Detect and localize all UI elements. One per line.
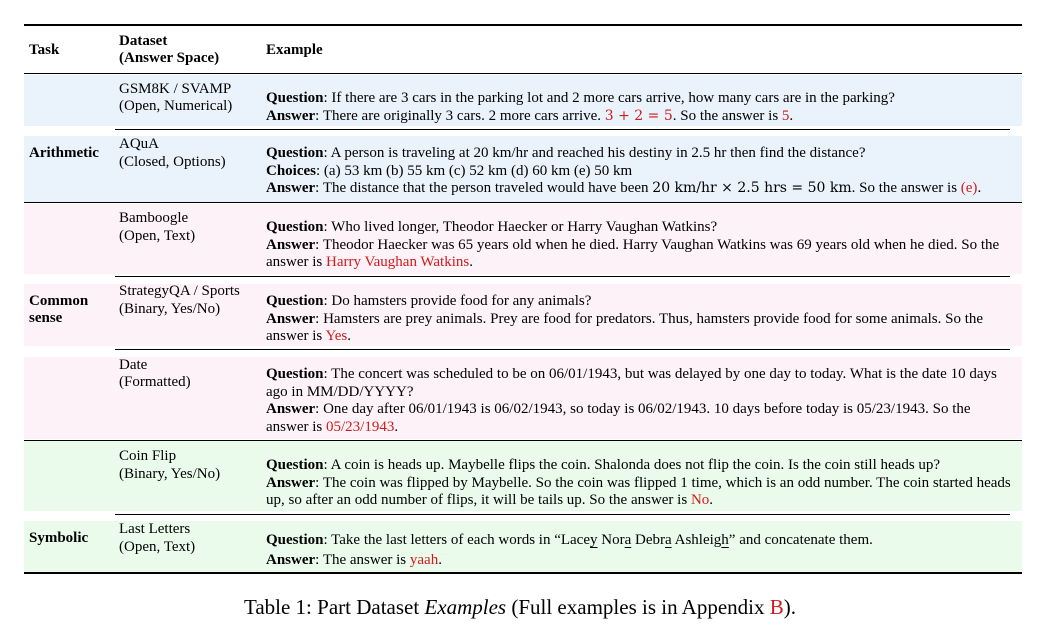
dataset-name: StrategyQA / Sports	[119, 283, 240, 299]
caption-prefix: Table 1: Part Dataset	[243, 595, 425, 619]
answer-space: (Closed, Options)	[119, 154, 226, 170]
answer-label: Answer	[266, 401, 316, 417]
answer-text: : There are originally 3 cars. 2 more cars arrive.	[315, 107, 605, 124]
answer-text: : Theodor Haecker was 65 years old when he died. Harry Vaughan Watkins was 69 years old when he died. So the	[315, 236, 1000, 253]
header-example: Example	[266, 42, 323, 58]
last-letter: h	[721, 532, 729, 548]
final-answer: (e)	[960, 180, 978, 196]
example-strategyqa	[266, 293, 1018, 346]
answer-label: Answer	[266, 180, 316, 196]
answer-space: (Binary, Yes/No)	[119, 466, 221, 482]
answer-label: Answer	[266, 107, 316, 124]
question-label: Question	[266, 293, 324, 309]
final-answer: yaah	[409, 552, 439, 568]
dataset-name: GSM8K / SVAMP	[119, 81, 232, 97]
question-label: Question	[266, 145, 324, 161]
answer-label: Answer	[266, 236, 316, 253]
last-letter: a	[624, 532, 632, 548]
arith-sub-rule	[115, 129, 1010, 130]
common-sub-rule-2	[115, 349, 1010, 350]
example-coinflip	[266, 457, 1018, 510]
question-text: ago in MM/DD/YYYY?	[266, 383, 414, 400]
dataset-name: Coin Flip	[119, 448, 177, 464]
answer-text: .	[789, 107, 794, 124]
question-text: : The concert was scheduled to be on 06/01/1943, but was delayed by one day to today. What is the date 10 days	[323, 366, 997, 382]
answer-text: . So the answer is	[672, 107, 782, 124]
dataset-name: Last Letters	[119, 521, 191, 537]
top-rule	[24, 24, 1022, 26]
choices-text: : (a) 53 km (b) 55 km (c) 52 km (d) 60 km (e) 50 km	[316, 162, 633, 179]
question-label: Question	[266, 532, 324, 548]
word-stem: Lace	[560, 532, 590, 548]
header-rule	[24, 73, 1022, 74]
word-stem: Debr	[635, 532, 665, 548]
answer-label: Answer	[266, 474, 316, 491]
appendix-link[interactable]: B	[769, 595, 784, 619]
answer-equation: 3 + 2 = 5	[604, 107, 673, 124]
example-bamboogle	[266, 219, 1018, 272]
answer-label: Answer	[266, 552, 316, 568]
question-label: Question	[266, 366, 324, 382]
group-symbolic: Symbolic	[29, 530, 89, 546]
answer-space: (Open, Numerical)	[119, 98, 233, 114]
last-letter: a	[665, 532, 672, 548]
answer-label: Answer	[266, 310, 316, 327]
table-caption	[0, 595, 1040, 620]
common-end-rule	[24, 440, 1022, 441]
answer-space: (Open, Text)	[119, 539, 196, 555]
dataset-name: Bamboogle	[119, 210, 189, 226]
question-text: : A coin is heads up. Maybelle flips the coin. Shalonda does not flip the coin. Is the coin still heads up?	[323, 457, 941, 473]
answer-space: (Open, Text)	[119, 228, 196, 244]
answer-text: .	[469, 254, 473, 270]
header-task: Task	[29, 42, 60, 58]
question-label: Question	[266, 457, 324, 473]
final-answer: No	[690, 492, 710, 508]
example-date	[266, 366, 1018, 436]
group-commonsense-1: Common	[29, 293, 89, 309]
word-stem: Ashleig	[674, 532, 722, 548]
question-text: : Take the last letters of each words in “	[323, 532, 561, 548]
example-lastletters	[266, 530, 1018, 570]
caption-emphasis: Examples	[424, 595, 507, 619]
answer-text: : Hamsters are prey animals. Prey are food for predators. Thus, hamsters provide food for some animals. So the	[315, 310, 984, 327]
answer-text: . So the answer is	[851, 180, 961, 196]
question-text: : A person is traveling at 20 km/hr and reached his destiny in 2.5 hr then find the distance?	[323, 145, 866, 161]
answer-space: (Formatted)	[119, 374, 191, 390]
question-text: : If there are 3 cars in the parking lot and 2 more cars arrive, how many cars are in the parking?	[323, 90, 895, 106]
final-answer: 5	[781, 107, 790, 124]
answer-text: up, so after an odd number of flips, it will be tails up. So the answer is	[266, 492, 691, 508]
bottom-rule	[24, 572, 1022, 574]
dataset-name: AQuA	[119, 136, 159, 152]
answer-text: .	[709, 492, 714, 508]
question-text: ” and concatenate them.	[728, 532, 873, 548]
answer-text: : The answer is	[315, 552, 410, 568]
arith-end-rule	[24, 202, 1022, 203]
caption-middle: (Full examples is in Appendix	[506, 595, 770, 619]
group-commonsense-2: sense	[29, 310, 63, 326]
answer-equation: 20 km/hr × 2.5 hrs = 50 km	[652, 180, 852, 196]
question-text: : Who lived longer, Theodor Haecker or Harry Vaughan Watkins?	[323, 219, 718, 235]
answer-text: : The coin was flipped by Maybelle. So the coin was flipped 1 time, which is an odd number. The coin started heads	[315, 474, 1011, 491]
final-answer: Harry Vaughan Watkins	[326, 254, 470, 270]
question-label: Question	[266, 219, 324, 235]
choices-label: Choices	[266, 162, 316, 179]
example-gsm8k	[266, 90, 1018, 125]
question-text: : Do hamsters provide food for any animals?	[323, 293, 592, 309]
caption-suffix: ).	[783, 595, 797, 619]
dataset-name: Date	[119, 357, 148, 373]
final-answer: 05/23/1943	[326, 418, 395, 435]
final-answer: Yes	[325, 328, 348, 344]
answer-text: answer is	[266, 418, 326, 435]
answer-text: : The distance that the person traveled would have been	[315, 180, 653, 196]
answer-text: .	[347, 328, 352, 344]
example-aqua	[266, 145, 1018, 198]
answer-space: (Binary, Yes/No)	[119, 301, 221, 317]
common-sub-rule-1	[115, 276, 1010, 277]
word-stem: Nor	[601, 532, 625, 548]
group-arithmetic: Arithmetic	[29, 145, 99, 161]
symbolic-sub-rule	[115, 514, 1010, 515]
answer-text: .	[977, 180, 982, 196]
answer-text: : One day after 06/01/1943 is 06/02/1943, so today is 06/02/1943. 10 days before today is 05/23/1943. So the	[315, 401, 971, 417]
answer-text: answer is	[266, 328, 326, 344]
header-dataset: Dataset	[119, 33, 168, 49]
answer-text: .	[394, 418, 399, 435]
question-label: Question	[266, 90, 324, 106]
answer-text: answer is	[266, 254, 326, 270]
answer-text: .	[438, 552, 442, 568]
header-answer-space: (Answer Space)	[119, 50, 220, 66]
last-letter: y	[590, 532, 598, 548]
